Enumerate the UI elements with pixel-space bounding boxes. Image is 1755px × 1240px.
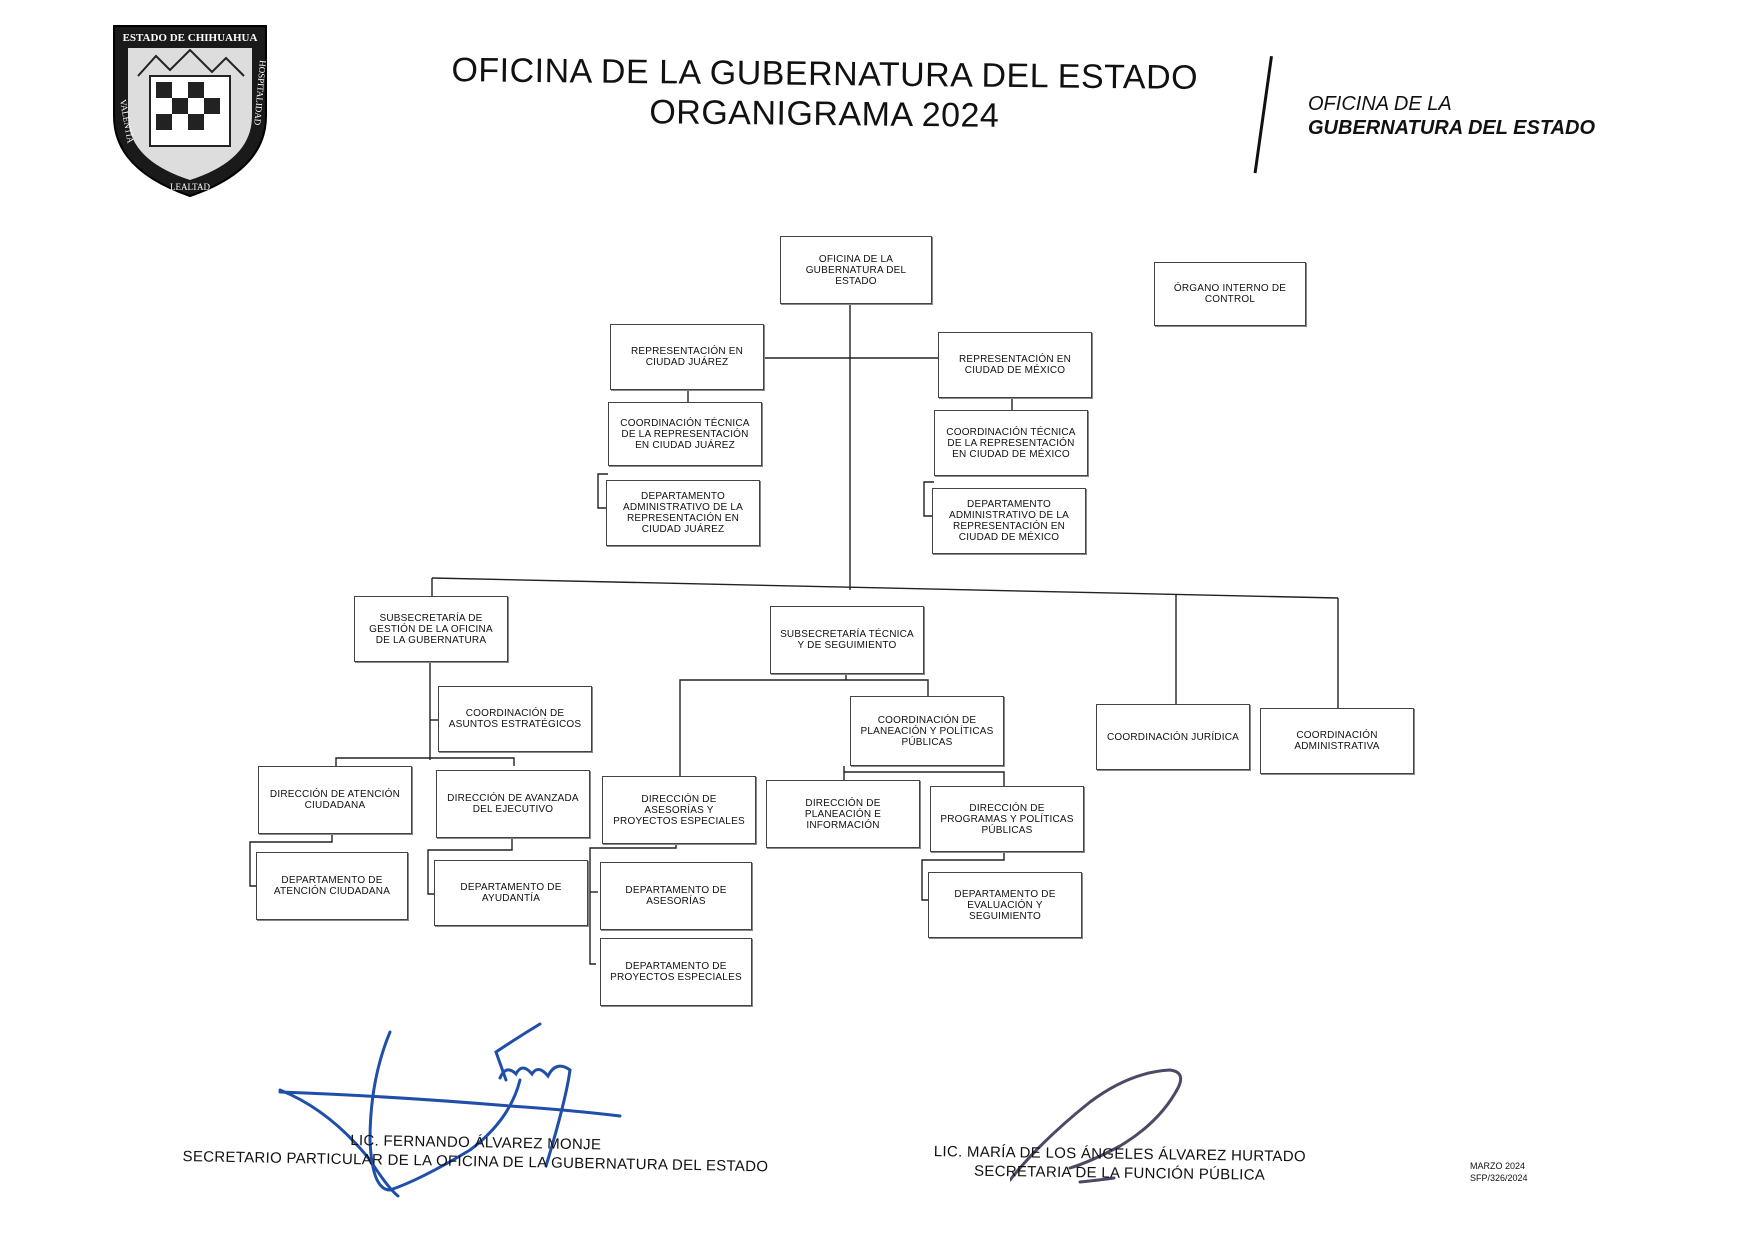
brand-logo	[1308, 92, 1628, 140]
box-organo-interno: ÓRGANO INTERNO DE CONTROL	[1154, 262, 1306, 326]
signer-1-name: LIC. FERNANDO ÁLVAREZ MONJE	[350, 1132, 602, 1154]
footnote-reference: SFP/326/2024	[1470, 1173, 1528, 1183]
brand-line-2: GUBERNATURA DEL ESTADO	[1308, 117, 1596, 139]
box-coord-asuntos: COORDINACIÓN DE ASUNTOS ESTRATÉGICOS	[438, 686, 592, 752]
seal-right-text: HOSPITALIDAD	[252, 59, 268, 126]
seal-left-text: VALENTÍA	[118, 98, 136, 145]
box-depto-adm-mexico: DEPARTAMENTO ADMINISTRATIVO DE LA REPRESENTACIÓN EN CIUDAD DE MÉXICO	[932, 488, 1086, 554]
box-depto-ayudantia: DEPARTAMENTO DE AYUDANTÍA	[434, 860, 588, 926]
box-coord-planeacion: COORDINACIÓN DE PLANEACIÓN Y POLÍTICAS PÚBLICAS	[850, 696, 1004, 766]
box-oficina-gubernatura: OFICINA DE LA GUBERNATURA DEL ESTADO	[780, 236, 932, 304]
seal-bottom-text: LEALTAD	[170, 182, 210, 192]
box-depto-adm-juarez: DEPARTAMENTO ADMINISTRATIVO DE LA REPRESENTACIÓN EN CIUDAD JUÁREZ	[606, 480, 760, 546]
box-coord-tec-juarez: COORDINACIÓN TÉCNICA DE LA REPRESENTACIÓN EN CIUDAD JUÁREZ	[608, 402, 762, 466]
state-seal	[108, 20, 272, 200]
box-dir-planeacion: DIRECCIÓN DE PLANEACIÓN E INFORMACIÓN	[766, 780, 920, 848]
box-coord-tec-mexico: COORDINACIÓN TÉCNICA DE LA REPRESENTACIÓN EN CIUDAD DE MÉXICO	[934, 410, 1088, 476]
box-depto-asesorias: DEPARTAMENTO DE ASESORÍAS	[600, 862, 752, 930]
title-line-1: OFICINA DE LA GUBERNATURA DEL ESTADO	[451, 51, 1199, 97]
box-rep-mexico: REPRESENTACIÓN EN CIUDAD DE MÉXICO	[938, 332, 1092, 398]
box-subsec-tecnica: SUBSECRETARÍA TÉCNICA Y DE SEGUIMIENTO	[770, 606, 924, 674]
box-coord-juridica: COORDINACIÓN JURÍDICA	[1096, 704, 1250, 770]
signature-1	[270, 1020, 650, 1210]
signer-2-name: LIC. MARÍA DE LOS ÁNGELES ÁLVAREZ HURTADO	[933, 1143, 1307, 1166]
signer-2	[924, 1142, 1314, 1185]
page-title	[439, 50, 1210, 138]
brand-line-1: OFICINA DE LA	[1308, 93, 1452, 115]
box-dir-programas: DIRECCIÓN DE PROGRAMAS Y POLÍTICAS PÚBLICAS	[930, 786, 1084, 852]
box-dir-avanzada: DIRECCIÓN DE AVANZADA DEL EJECUTIVO	[436, 770, 590, 838]
box-dir-asesorias: DIRECCIÓN DE ASESORÍAS Y PROYECTOS ESPECIALES	[602, 776, 756, 844]
box-dir-atencion: DIRECCIÓN DE ATENCIÓN CIUDADANA	[258, 766, 412, 834]
footnote	[1470, 1160, 1528, 1184]
box-depto-evaluacion: DEPARTAMENTO DE EVALUACIÓN Y SEGUIMIENTO	[928, 872, 1082, 938]
box-depto-atencion: DEPARTAMENTO DE ATENCIÓN CIUDADANA	[256, 852, 408, 920]
box-depto-proyectos: DEPARTAMENTO DE PROYECTOS ESPECIALES	[600, 938, 752, 1006]
signer-2-position: SECRETARIA DE LA FUNCIÓN PÚBLICA	[973, 1162, 1266, 1184]
box-subsec-gestion: SUBSECRETARÍA DE GESTIÓN DE LA OFICINA DE LA GUBERNATURA	[354, 596, 508, 662]
title-line-2: ORGANIGRAMA 2024	[649, 93, 1000, 135]
box-coord-administrativa: COORDINACIÓN ADMINISTRATIVA	[1260, 708, 1414, 774]
footnote-date: MARZO 2024	[1470, 1161, 1526, 1171]
seal-top-text: ESTADO DE CHIHUAHUA	[122, 32, 258, 44]
signer-1-position: SECRETARIO PARTICULAR DE LA OFICINA DE LA GUBERNATURA DEL ESTADO	[182, 1148, 769, 1176]
box-rep-juarez: REPRESENTACIÓN EN CIUDAD JUÁREZ	[610, 324, 764, 390]
